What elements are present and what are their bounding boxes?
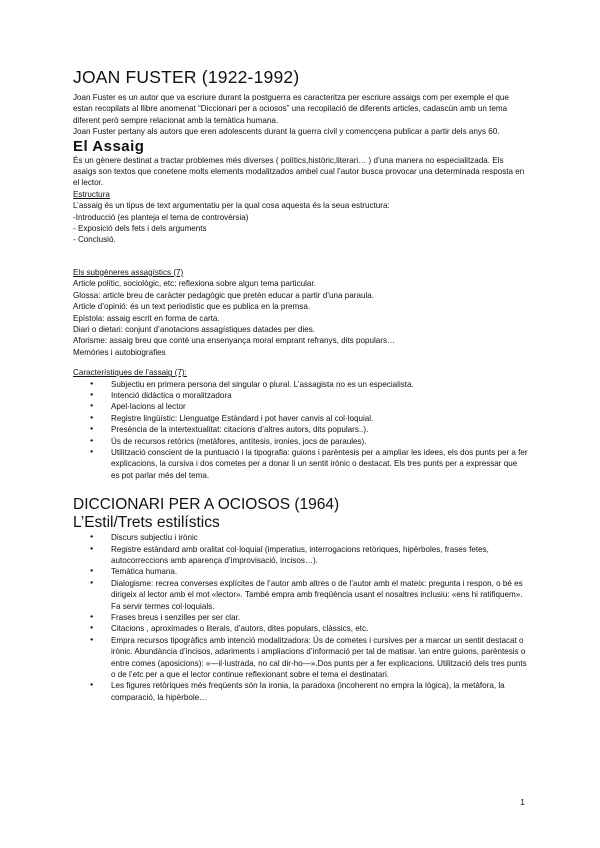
estructura-line: -Introducció (es planteja el tema de controvèrsia): [73, 212, 249, 222]
subgenere-line: Aforisme: assaig breu que conté una ensenyança moral emprant refranys, dits populars…: [73, 336, 396, 346]
list-item: ● Registre estàndard amb oralitat col·loquial (imperatius, interrogacions retòriques, hipèrboles, frases fetes, autocorreccions amb aparença d’improvisació, incisos…).: [111, 544, 528, 567]
list-item: ● Apel·lacions al lector: [111, 401, 528, 412]
list-item: ● Subjectiu en primera persona del singular o plural. L’assagista no es un especialista.: [111, 379, 528, 390]
trets-list: [73, 532, 528, 703]
list-item: ● Utilització conscient de la puntuació i la tipografia: guions i parèntesis per a ampliar les idees, els dos punts per a fer explicacions, la cursiva i dos cometes per a donar li un sentit irònic o destacat. Els tres punts per a expressar que es pot parlar més del tema.: [111, 447, 528, 481]
subgenere-line: Article polític, sociològic, etc: reflexiona sobre algun tema particular.: [73, 279, 316, 289]
page-title: JOAN FUSTER (1922-1992): [73, 67, 300, 87]
subgenere-line: Memòries i autobiografies: [73, 347, 166, 357]
assaig-heading: El Assaig: [73, 137, 145, 155]
list-item: ● Dialogisme: recrea converses explícites de l’autor amb altres o de l’autor amb el mateix: pregunta i respon, o bé es dirigeix al lector amb el mot «lector». També empra amb freqüència usant el nosaltres inclusiu: «ens hi ratifiquem». Fa servir termes col·loquials.: [111, 578, 528, 612]
list-item: ● Registre lingüístic: Llenguatge Estàndard i pot haver canvis al col·loquial.: [111, 413, 528, 424]
estil-subheading: L’Estil/Trets estilístics: [73, 514, 220, 532]
list-item: ● Temàtica humana.: [111, 566, 528, 577]
page-number: 1: [520, 797, 525, 807]
estructura-label: Estructura: [73, 189, 110, 199]
subgenere-line: Glossa: article breu de caràcter pedagògic que pretén educar a partir d’una paraula.: [73, 290, 375, 300]
list-item: ● Frases breus i senzilles per ser clar.: [111, 612, 528, 623]
list-item: ● Empra recursos tipogràfics amb intenció modalitzadora: Ús de cometes i cursives per a marcar un sentit destacat o irònic. Abundància d’incisos, adariments i ampliacions d’informació per tal de matisar. \an entre guions, parèntesis o entre comes (aposicions): «—il·lustrada, no cal dir-ho—».Dos punts per a fer explicacions. Utilització dels tres punts o de l’etc per a que el lector continue reflexionant sobre el tema el destinatari.: [111, 635, 528, 681]
subgenere-line: Diari o dietari: conjunt d’anotacions assagístiques datades per dies.: [73, 324, 316, 334]
list-item: ● Ús de recursos retòrics (metàfores, antítesis, ironies, jocs de paraules).: [111, 436, 528, 447]
list-item: ● Les figures retòriques més freqüents són la ironia, la paradoxa (incoherent no empra la lògica), la metàfora, la comparació, la hipèrbole…: [111, 680, 528, 703]
intro-paragraph-2: Joan Fuster pertany als autors que eren adolescents durant la guerra civil y comencçena publicar a partir dels anys 60.: [73, 127, 500, 137]
list-item: ● Presència de la intertextualitat: citacions d’altres autors, dits populars..).: [111, 424, 528, 435]
subgeneres-label: Els subgèneres assagístics (7): [73, 267, 184, 277]
estructura-line: L’assaig és un tipus de text argumentatiu per la qual cosa aquesta és la seua estructura:: [73, 201, 390, 211]
subgenere-line: Article d’opinió: és un text periodístic que es publica en la premsa.: [73, 302, 311, 312]
diccionari-heading: DICCIONARI PER A OCIOSOS (1964): [73, 496, 340, 514]
assaig-definition: És un gènere destinat a tractar problemes més diverses ( polítics,històric,literari… ) d’una manera no especialitzada. Els asaigs son textos que conetene molts elements modalitzados ambel cual l’autor busca provocar una determinada resposta en el lector.: [73, 155, 525, 188]
page-content: [73, 67, 528, 703]
list-item: ● Citacions , aproximades o literals, d’autors, dites populars, clàssics, etc.: [111, 623, 528, 634]
list-item: ● Intenció didàctica o moralitzadora: [111, 390, 528, 401]
intro-paragraph-1: Joan Fuster es un autor que va escriure durant la postguerra es caracteritza per escriure assaigs com per exemple el que estan recopilats al llibre anomenat “Diccionari per a ociosos” una recopilació de diferents articles, cadascún amb un tema diferent però sempre relacionat amb la temàtica humana.: [73, 93, 509, 125]
estructura-line: - Exposició dels fets i dels arguments: [73, 224, 207, 234]
estructura-line: - Conclusió.: [73, 235, 116, 245]
list-item: ● Discurs subjectiu i irònic: [111, 532, 528, 543]
caracteristiques-list: [73, 379, 528, 482]
subgenere-line: Epístola: assaig escrit en forma de carta.: [73, 313, 220, 323]
caracteristiques-label: Característiques de l’assaig (7):: [73, 368, 187, 378]
